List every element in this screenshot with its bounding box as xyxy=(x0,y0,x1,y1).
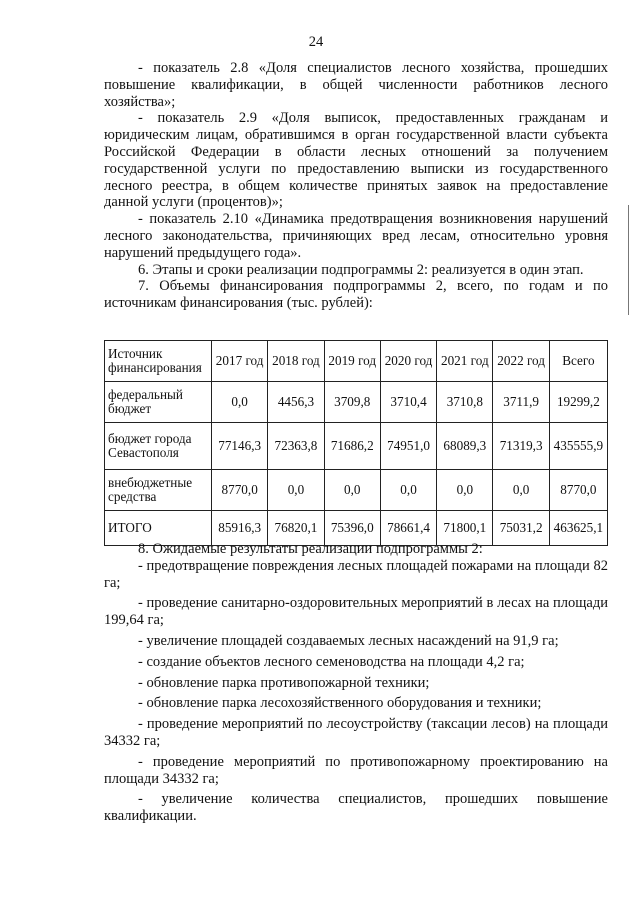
table-cell: 8770,0 xyxy=(212,470,268,511)
top-text-block xyxy=(104,60,608,312)
financing-table xyxy=(104,340,608,546)
indicator-2-9: - показатель 2.9 «Доля выписок, предоставленных гражданам и юридическим лицам, обратившимся в орган государственной власти субъекта Российской Федерации в области лесных отношений за получением государственной услуги по предоставлению выписки из государственного лесного реестра, в общем количестве принятых заявок на предоставление данной услуги (процентов)»; xyxy=(104,110,608,211)
table-cell: 463625,1 xyxy=(549,511,607,546)
table-cell: 3710,8 xyxy=(437,382,493,423)
indicator-2-10: - показатель 2.10 «Динамика предотвращения возникновения нарушений лесного законодательства, причиняющих вред лесам, относительно уровня нарушений предыдущего года». xyxy=(104,211,608,261)
row-label: внебюджетные средства xyxy=(105,470,212,511)
table-cell: 0,0 xyxy=(437,470,493,511)
row-label: ИТОГО xyxy=(105,511,212,546)
result-item: - обновление парка лесохозяйственного оборудования и техники; xyxy=(138,695,542,712)
table-cell: 85916,3 xyxy=(212,511,268,546)
margin-line xyxy=(628,205,629,315)
table-cell: 78661,4 xyxy=(380,511,436,546)
table-row xyxy=(105,470,608,511)
header-2018: 2018 год xyxy=(268,341,324,382)
table-cell: 19299,2 xyxy=(549,382,607,423)
table-cell: 8770,0 xyxy=(549,470,607,511)
page-number: 24 xyxy=(308,34,324,50)
table-cell: 76820,1 xyxy=(268,511,324,546)
table-cell: 71686,2 xyxy=(324,423,380,470)
table-cell: 75396,0 xyxy=(324,511,380,546)
table-cell: 3709,8 xyxy=(324,382,380,423)
result-item: - увеличение площадей создаваемых лесных насаждений на 91,9 га; xyxy=(138,632,559,649)
result-item: - создание объектов лесного семеноводства на площади 4,2 га; xyxy=(138,653,525,670)
table-cell: 68089,3 xyxy=(437,423,493,470)
result-item: - предотвращение повреждения лесных площадей пожарами на площади 82 га; xyxy=(104,557,608,591)
header-2022: 2022 год xyxy=(493,341,549,382)
result-item: - проведение санитарно-оздоровительных мероприятий в лесах на площади 199,64 га; xyxy=(104,595,608,629)
header-2020: 2020 год xyxy=(380,341,436,382)
bottom-text-block xyxy=(104,541,608,825)
table-cell: 71800,1 xyxy=(437,511,493,546)
table-header-row xyxy=(105,341,608,382)
result-item: - проведение мероприятий по лесоустройству (таксации лесов) на площади 34332 га; xyxy=(104,716,608,749)
table-cell: 72363,8 xyxy=(268,423,324,470)
indicator-2-8: - показатель 2.8 «Доля специалистов лесного хозяйства, прошедших повышение квалификации, в общей численности работников лесного хозяйства»; xyxy=(104,60,608,110)
table-cell: 0,0 xyxy=(380,470,436,511)
result-item: - обновление парка противопожарной техники; xyxy=(138,674,430,691)
table-cell: 3711,9 xyxy=(493,382,549,423)
header-2021: 2021 год xyxy=(437,341,493,382)
table-cell: 74951,0 xyxy=(380,423,436,470)
table-cell: 435555,9 xyxy=(549,423,607,470)
table-cell: 4456,3 xyxy=(268,382,324,423)
header-2019: 2019 год xyxy=(324,341,380,382)
table-cell: 0,0 xyxy=(324,470,380,511)
table-cell: 0,0 xyxy=(268,470,324,511)
section-7-text: 7. Объемы финансирования подпрограммы 2, всего, по годам и по источникам финансирования (тыс. рублей): xyxy=(104,278,608,312)
section-6-text: 6. Этапы и сроки реализации подпрограммы 2: реализуется в один этап. xyxy=(138,261,584,278)
table-cell: 77146,3 xyxy=(212,423,268,470)
table-cell: 3710,4 xyxy=(380,382,436,423)
table-row xyxy=(105,382,608,423)
table-cell: 75031,2 xyxy=(493,511,549,546)
section-8-text: 8. Ожидаемые результаты реализации подпрограммы 2: xyxy=(138,541,483,557)
result-item: - увеличение количества специалистов, прошедших повышение квалификации. xyxy=(104,791,608,825)
header-total: Всего xyxy=(549,341,607,382)
table-cell: 0,0 xyxy=(212,382,268,423)
header-2017: 2017 год xyxy=(212,341,268,382)
table-cell: 0,0 xyxy=(493,470,549,511)
result-item: - проведение мероприятий по противопожарному проектированию на площади 34332 га; xyxy=(104,753,608,787)
row-label: бюджет города Севастополя xyxy=(105,423,212,470)
header-source: Источник финансирования xyxy=(105,341,212,382)
table-row xyxy=(105,423,608,470)
row-label: федеральный бюджет xyxy=(105,382,212,423)
table-cell: 71319,3 xyxy=(493,423,549,470)
